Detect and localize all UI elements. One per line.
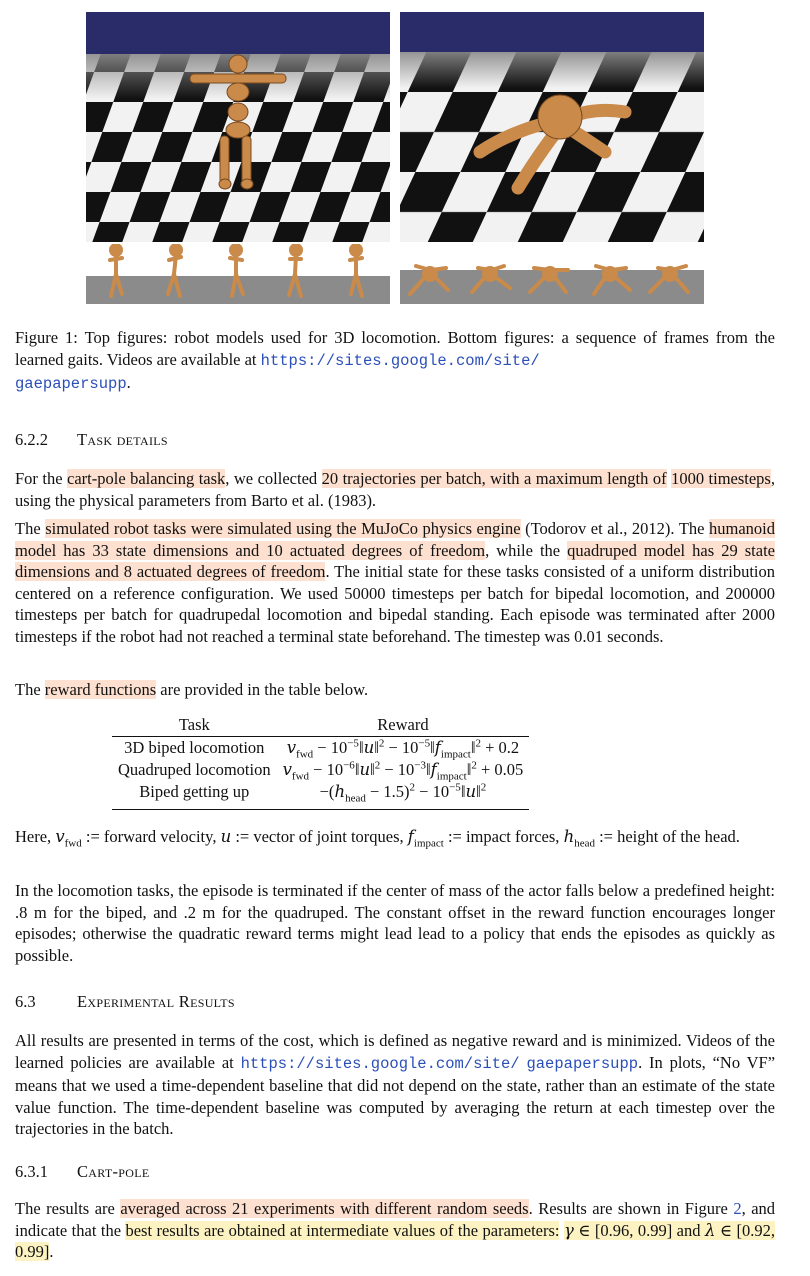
- caption-url-link[interactable]: https://sites.google.com/site/: [260, 351, 540, 370]
- caption-url-link-cont[interactable]: gaepapersupp: [15, 375, 127, 393]
- table-header-task: Task: [112, 714, 277, 737]
- section-heading-6-3: 6.3 Experimental Results: [15, 992, 235, 1011]
- humanoid-gait-frames: [86, 244, 390, 304]
- table-row: Biped getting up $-(h_{head} - 1.5)^2$ − $10^{-5}‖u‖^2$: [112, 781, 529, 810]
- caption-label: Figure 1:: [15, 328, 78, 347]
- results-url-link[interactable]: https://sites.google.com/site/: [240, 1054, 520, 1073]
- paragraph-notation: Here, $v_{fwd}$ := forward velocity, u := vector of joint torques, $f_{impact}$ := impact forces, $h_{head}$ := height of the head.: [15, 827, 740, 850]
- humanoid-scene-image: [86, 12, 390, 242]
- highlight: averaged across 21 experiments with different random seeds: [120, 1199, 529, 1218]
- parameter-ranges: γ ∈ [0.96, 0.99] and λ ∈ [0.92, 0.99]: [15, 1220, 776, 1261]
- highlight: reward functions: [44, 680, 157, 699]
- quadruped-gait-frames: [400, 244, 704, 304]
- highlight: cart-pole balancing task: [67, 469, 226, 488]
- figure-humanoid-panel: [86, 12, 390, 242]
- section-heading-6-2-2: 6.2.2 Task details: [15, 430, 168, 449]
- table-row: 3D biped locomotion $v_{fwd}$ − $10^{-5}‖u‖^2$ − $10^{-5}‖f_{impact}‖^2 + 0.2$: [112, 737, 529, 760]
- section-heading-6-3-1: 6.3.1 Cart-pole: [15, 1162, 150, 1181]
- results-url-link-cont[interactable]: gaepapersupp: [526, 1054, 639, 1073]
- paragraph-reward-intro: The reward functions are provided in the table below.: [15, 680, 369, 699]
- reward-formula: $v_{fwd}$ − $10^{-5}‖u‖^2$ − $10^{-5}‖f_{impact}‖^2 + 0.2$: [286, 737, 520, 761]
- reward-formula: $v_{fwd}$ − $10^{-6}‖u‖^2$ − $10^{-3}‖f_{impact}‖^2 + 0.05$: [282, 759, 524, 783]
- reward-table: [112, 714, 529, 810]
- figure-caption: Figure 1: Top figures: robot models used for 3D locomotion. Bottom figures: a sequence of frames from the learned gaits. Videos are available at https://sites.google.com/site/ gaepapersupp.: [15, 328, 776, 393]
- figure-reference-link[interactable]: 2: [733, 1199, 742, 1218]
- highlight: 20 trajectories per batch, with a maximum length of: [321, 469, 667, 488]
- reward-formula: $-(h_{head} - 1.5)^2$ − $10^{-5}‖u‖^2$: [277, 781, 530, 810]
- quadruped-scene-image: [400, 12, 704, 242]
- table-header-reward: Reward: [277, 714, 530, 737]
- figure-quadruped-panel: [400, 12, 704, 242]
- paragraph-robot-tasks: The simulated robot tasks were simulated using the MuJoCo physics engine (Todorov et al., 2012). The humanoid model has 33 state dimensions and 10 actuated degrees of freedom, while the quadruped model has 29 state dimensions and 8 actuated degrees of freedom. The initial state for these tasks consisted of a uniform distribution centered on a reference configuration. We used 50000 timesteps per batch for bipedal locomotion, and 200000 timesteps per batch for quadrupedal locomotion and bipedal standing. Each episode was terminated after 2000 timesteps if the robot had not reached a terminal state beforehand. The timestep was 0.01 seconds.: [15, 519, 776, 646]
- quadruped-gait-strip: [400, 244, 704, 304]
- highlight: 1000 timesteps: [671, 469, 771, 488]
- highlight: best results are obtained at intermediate values of the parameters:: [125, 1220, 560, 1240]
- paragraph-cartpole-results: The results are averaged across 21 experiments with different random seeds. Results are shown in Figure 2, and indicate that the best results are obtained at intermediate values of the parameters: γ ∈ [0.96, 0.99] and λ ∈ [0.92, 0.99].: [15, 1199, 776, 1261]
- highlight: simulated robot tasks were simulated using the MuJoCo physics engine: [45, 519, 521, 538]
- highlight: humanoid model has 33 state dimensions and 10 actuated degrees of freedom: [15, 519, 776, 560]
- paragraph-termination: In the locomotion tasks, the episode is terminated if the center of mass of the actor falls below a predefined height: .8 m for the biped, and .2 m for the quadruped. The constant offset in the reward function encourages longer episodes; otherwise the quadratic reward terms might lead lead to a policy that ends the episodes as quickly as possible.: [15, 881, 775, 965]
- paragraph-cartpole-setup: For the cart-pole balancing task, we collected 20 trajectories per batch, with a maximum length of 1000 timesteps, using the physical parameters from Barto et al. (1983).: [15, 469, 775, 510]
- table-row: Quadruped locomotion $v_{fwd}$ − $10^{-6}‖u‖^2$ − $10^{-3}‖f_{impact}‖^2 + 0.05$: [112, 759, 529, 781]
- caption-text: Top figures: robot models used for 3D locomotion. Bottom figures: a sequence of frames from the learned gaits. Videos are available at: [15, 328, 776, 369]
- highlight: quadruped model has 29 state dimensions and 8 actuated degrees of freedom: [15, 540, 775, 581]
- humanoid-gait-strip: [86, 244, 390, 304]
- paragraph-results-intro: All results are presented in terms of the cost, which is defined as negative reward and is minimized. Videos of the learned policies are available at https://sites.google.com/site/ gaepapersupp. In plots, “No VF” means that we used a time-dependent baseline that did not depend on the state, rather than an estimate of the state value function. The time-dependent baseline was computed by averaging the return at each timestep over the trajectories in the batch.: [15, 1031, 776, 1138]
